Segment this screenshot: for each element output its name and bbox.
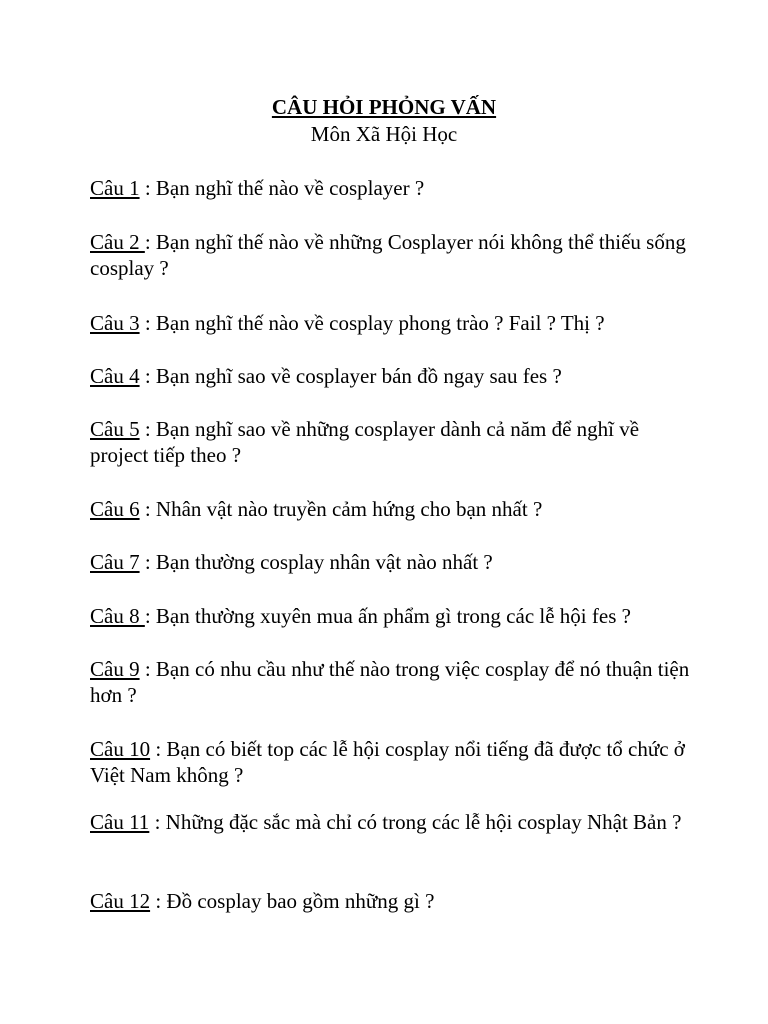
question-number: Câu 2	[90, 230, 145, 254]
question-text: Bạn nghĩ thế nào về cosplayer ?	[155, 176, 425, 200]
question-number: Câu 8	[90, 604, 145, 628]
question-item	[90, 229, 690, 281]
question-separator: :	[139, 364, 156, 388]
question-number: Câu 9	[90, 657, 140, 681]
question-separator: :	[144, 604, 156, 628]
question-item	[90, 363, 690, 389]
question-number: Câu 1	[90, 176, 140, 200]
question-item	[90, 736, 690, 788]
question-text: Bạn có biết top các lễ hội cosplay nổi tiếng đã được tổ chức ở Việt Nam không ?	[90, 737, 685, 787]
question-text: Đồ cosplay bao gồm những gì ?	[166, 889, 435, 913]
question-separator: :	[139, 311, 156, 335]
question-text: Bạn thường cosplay nhân vật nào nhất ?	[155, 550, 493, 574]
question-text: Bạn nghĩ sao về cosplayer bán đồ ngay sau fes ?	[155, 364, 562, 388]
question-item	[90, 310, 690, 336]
question-item	[90, 549, 690, 575]
question-number: Câu 12	[90, 889, 151, 913]
question-separator: :	[139, 176, 156, 200]
question-number: Câu 7	[90, 550, 140, 574]
page-title	[0, 94, 768, 120]
question-separator: :	[139, 657, 156, 681]
question-separator: :	[139, 417, 156, 441]
question-number: Câu 3	[90, 311, 140, 335]
question-separator: :	[139, 550, 156, 574]
question-text: Bạn có nhu cầu như thế nào trong việc cosplay để nó thuận tiện hơn ?	[90, 657, 690, 707]
question-item	[90, 175, 690, 201]
question-separator: :	[139, 497, 156, 521]
question-separator: :	[144, 230, 156, 254]
question-text: Những đặc sắc mà chỉ có trong các lễ hội cosplay Nhật Bản ?	[165, 810, 682, 834]
page-title-text: CÂU HỎI PHỎNG VẤN	[271, 95, 497, 119]
question-separator: :	[149, 810, 166, 834]
question-text: Bạn nghĩ sao về những cosplayer dành cả năm để nghĩ về project tiếp theo ?	[90, 417, 640, 467]
page-subtitle: Môn Xã Hội Học	[310, 122, 458, 146]
question-text: Bạn nghĩ thế nào về những Cosplayer nói không thể thiếu sống cosplay ?	[90, 230, 686, 280]
question-text: Nhân vật nào truyền cảm hứng cho bạn nhất ?	[155, 497, 543, 521]
question-number: Câu 10	[90, 737, 151, 761]
question-item	[90, 496, 690, 522]
question-number: Câu 5	[90, 417, 140, 441]
question-text: Bạn nghĩ thế nào về cosplay phong trào ? Fail ? Thị ?	[155, 311, 605, 335]
question-item	[90, 416, 690, 468]
question-number: Câu 11	[90, 810, 150, 834]
question-separator: :	[150, 737, 167, 761]
question-item	[90, 809, 690, 835]
question-number: Câu 4	[90, 364, 140, 388]
question-text: Bạn thường xuyên mua ấn phẩm gì trong các lễ hội fes ?	[155, 604, 631, 628]
question-item	[90, 603, 690, 629]
question-item	[90, 888, 690, 914]
question-item	[90, 656, 690, 708]
question-number: Câu 6	[90, 497, 140, 521]
question-separator: :	[150, 889, 167, 913]
